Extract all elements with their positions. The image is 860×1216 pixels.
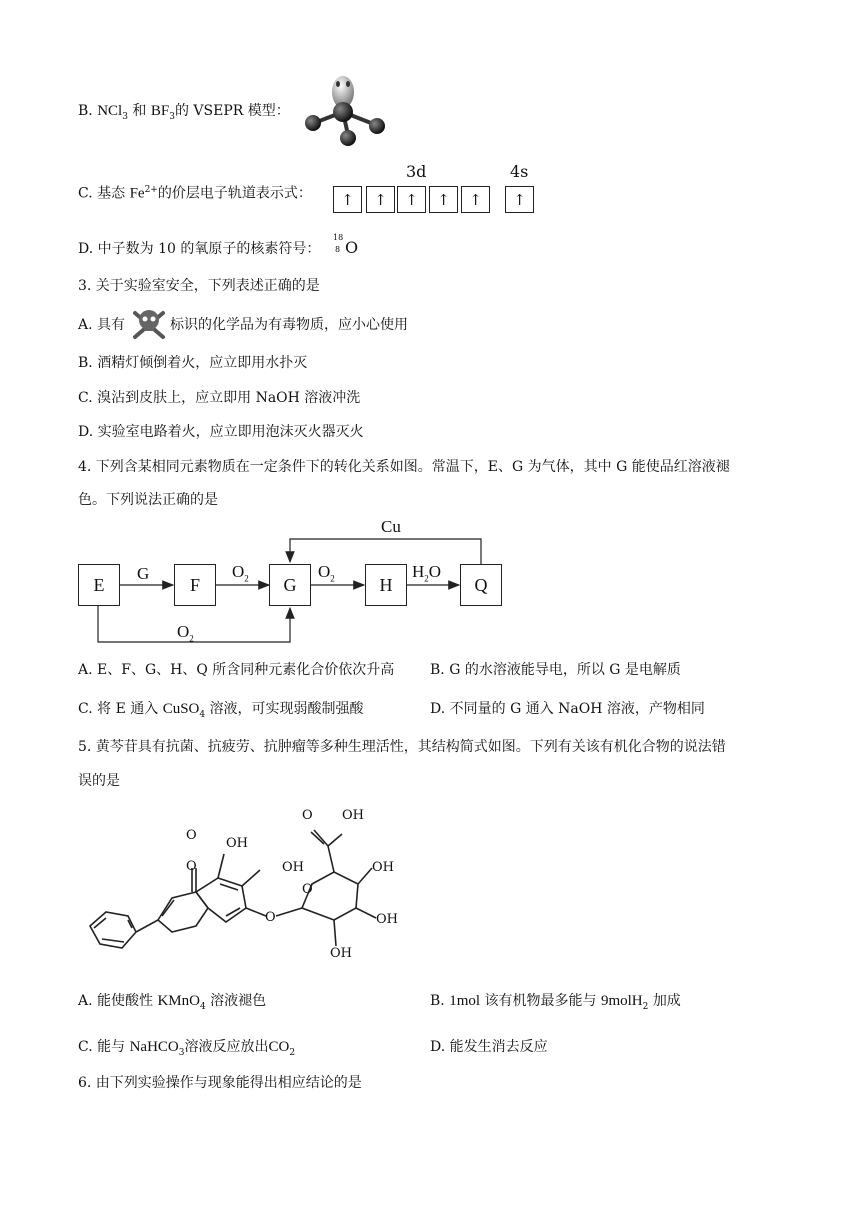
q4-option-a: A. E、F、G、H、Q 所含同种元素化合价依次升高 [78,662,395,678]
nuclide-atomic-number: 8 [335,245,341,254]
structure-sugar-oh-1: OH [372,860,394,875]
q4-stem-line2: 色。下列说法正确的是 [78,492,218,508]
box-g: G [269,564,311,606]
box-f: F [174,564,216,606]
q2-option-d: D. 中子数为 10 的氧原子的核素符号： [78,241,321,257]
orbital-4s: ↑ [505,186,534,213]
structure-oh-6: OH [282,860,304,875]
vsepr-model-image [298,70,388,150]
q3-option-d: D. 实验室电路着火，应立即用泡沫灭火器灭火 [78,424,364,440]
baicalin-structure [80,808,420,968]
nuclide-symbol: O [345,238,359,257]
structure-oh-5: OH [226,836,248,851]
q5-stem-line1: 5. 黄芩苷具有抗菌、抗疲劳、抗肿瘤等多种生理活性，其结构简式如图。下列有关该有机化合物的说法错 [78,739,726,755]
structure-sugar-oh-2: OH [376,912,398,927]
q3-stem: 3. 关于实验室安全，下列表述正确的是 [78,278,320,294]
structure-sugar-o: O [302,882,313,897]
orbital-3d-label: 3d [406,162,427,181]
q4-option-d: D. 不同量的 G 通入 NaOH 溶液，产物相同 [430,701,705,717]
arrow-label-h2o: $H_2O$ [412,562,442,584]
orbital-3d-1: ↑ [333,186,362,213]
q5-option-d: D. 能发生消去反应 [430,1039,548,1055]
structure-cooh-o: O [302,808,313,823]
q6-stem: 6. 由下列实验操作与现象能得出相应结论的是 [78,1075,362,1091]
arrow-label-cu: Cu [381,517,401,536]
arrow-label-o2-eg: $O_2$ [177,622,194,644]
orbital-3d-2: ↑ [366,186,395,213]
q3-option-a-prefix: A. 具有 [78,317,126,333]
q2-option-c: C. 基态 $Fe^{2+}$的价层电子轨道表示式： [78,185,312,202]
q5-option-a: A. 能使酸性 KMnO$_4$ 溶液褪色 [78,993,267,1012]
q5-option-c: C. 能与 NaHCO$_3$溶液反应放出$CO_2$ [78,1039,296,1058]
structure-ether-o: O [265,910,276,925]
box-e: E [78,564,120,606]
box-q: Q [460,564,502,606]
arrow-label-o2-gh: $O_2$ [318,562,335,584]
orbital-3d-3: ↑ [397,186,426,213]
skull-crossbones-icon [130,305,168,341]
q4-stem-line1: 4. 下列含某相同元素物质在一定条件下的转化关系如图。常温下，E、G 为气体，其中 G 能使品红溶液褪 [78,459,730,475]
orbital-3d-5: ↑ [461,186,490,213]
arrow-label-o2-fg: $O_2$ [232,562,249,584]
structure-ring-o: O [186,859,197,874]
q3-option-c: C. 溴沾到皮肤上，应立即用 NaOH 溶液冲洗 [78,390,361,406]
orbital-4s-label: 4s [510,162,529,181]
q3-option-b: B. 酒精灯倾倒着火，应立即用水扑灭 [78,355,308,371]
structure-cooh-oh: OH [342,808,364,823]
box-h: H [365,564,407,606]
q5-option-b: B. 1mol 该有机物最多能与 9molH$_2$ 加成 [430,993,681,1012]
nuclide-mass-number: 18 [333,233,344,242]
arrow-label-g: G [137,564,150,583]
q3-option-a-text: 标识的化学品为有毒物质，应小心使用 [170,317,408,333]
orbital-3d-4: ↑ [429,186,458,213]
q2-option-b: B. NCl$_3$ 和 $BF_3$的 VSEPR 模型： [78,103,290,122]
q5-stem-line2: 误的是 [78,773,120,789]
structure-carbonyl-o: O [186,828,197,843]
structure-sugar-oh-3: OH [330,946,352,961]
q4-option-c: C. 将 E 通入 CuSO$_4$ 溶液，可实现弱酸制强酸 [78,701,364,720]
q4-option-b: B. G 的水溶液能导电，所以 G 是电解质 [430,662,681,678]
